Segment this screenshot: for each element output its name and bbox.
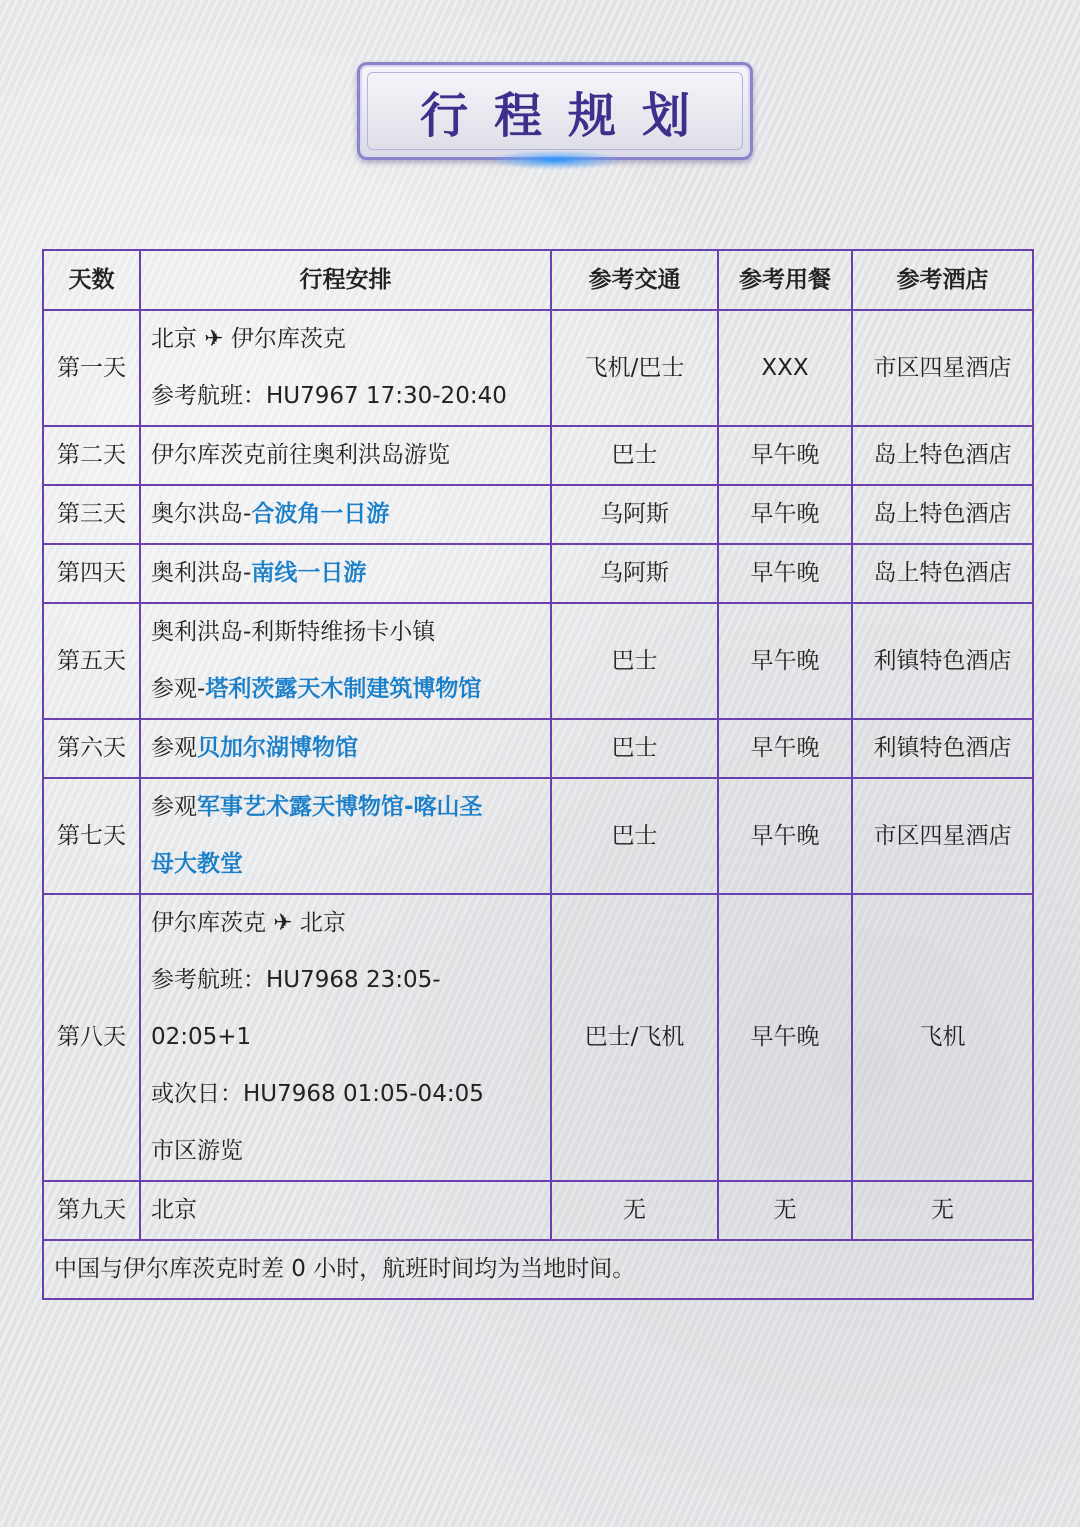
table-body [43, 310, 1033, 1240]
plan-cell [140, 719, 551, 778]
plan-text: 参观 [151, 735, 197, 761]
plan-text: 奥利洪岛- [151, 560, 252, 586]
meal-cell: 早午晚 [718, 485, 852, 544]
day-cell: 第一天 [43, 310, 140, 426]
transport-cell: 巴士 [551, 719, 718, 778]
table-row [43, 778, 1033, 894]
transport-cell: 乌阿斯 [551, 544, 718, 603]
note-row [43, 1240, 1033, 1299]
plan-cell [140, 426, 551, 485]
transport-cell: 无 [551, 1181, 718, 1240]
plan-line [151, 895, 540, 952]
transport-cell: 乌阿斯 [551, 485, 718, 544]
plan-text: 奥尔洪岛- [151, 501, 252, 527]
transport-cell: 巴士 [551, 603, 718, 719]
plan-text: 或次日：HU7968 01:05-04:05 [151, 1081, 484, 1107]
plan-line [151, 1182, 540, 1239]
plan-highlight: 母大教堂 [151, 851, 243, 877]
plan-cell [140, 310, 551, 426]
plan-cell [140, 544, 551, 603]
plan-text: 参观 [151, 794, 197, 820]
day-cell: 第九天 [43, 1181, 140, 1240]
plan-line [151, 368, 540, 425]
plan-highlight: 南线一日游 [251, 560, 367, 586]
plan-cell [140, 485, 551, 544]
plan-text: 奥利洪岛-利斯特维扬卡小镇 [151, 619, 436, 645]
meal-cell: 早午晚 [718, 603, 852, 719]
plan-line [151, 545, 540, 602]
table-row [43, 719, 1033, 778]
table-row [43, 1181, 1033, 1240]
title-banner [357, 62, 753, 174]
transport-cell: 巴士 [551, 778, 718, 894]
header-hotel: 参考酒店 [852, 250, 1033, 310]
day-cell: 第五天 [43, 603, 140, 719]
plan-line [151, 661, 540, 718]
day-cell: 第六天 [43, 719, 140, 778]
header-transport: 参考交通 [551, 250, 718, 310]
plan-line [151, 427, 540, 484]
plan-text: 北京 [151, 1197, 197, 1223]
plan-text: 市区游览 [151, 1138, 243, 1164]
plan-text: 伊尔库茨克前往奥利洪岛游览 [151, 442, 450, 468]
plan-text: 参考航班：HU7968 23:05-02:05+1 [151, 967, 441, 1050]
plan-line [151, 1066, 540, 1123]
table-row [43, 544, 1033, 603]
header-plan: 行程安排 [140, 250, 551, 310]
plan-cell [140, 603, 551, 719]
plan-line [151, 952, 540, 1066]
hotel-cell: 岛上特色酒店 [852, 485, 1033, 544]
transport-cell: 巴士/飞机 [551, 894, 718, 1181]
hotel-cell: 岛上特色酒店 [852, 426, 1033, 485]
table-row [43, 485, 1033, 544]
plan-line [151, 836, 540, 893]
day-cell: 第四天 [43, 544, 140, 603]
plan-highlight: 合波角一日游 [251, 501, 390, 527]
plan-text: 伊尔库茨克 ✈ 北京 [151, 910, 346, 936]
hotel-cell: 无 [852, 1181, 1033, 1240]
transport-cell: 飞机/巴士 [551, 310, 718, 426]
plan-text: 参观- [151, 676, 206, 702]
table-row [43, 310, 1033, 426]
day-cell: 第三天 [43, 485, 140, 544]
hotel-cell: 市区四星酒店 [852, 310, 1033, 426]
table-header-row [43, 250, 1033, 310]
plan-line [151, 604, 540, 661]
meal-cell: 早午晚 [718, 544, 852, 603]
plan-line [151, 720, 540, 777]
plan-cell [140, 894, 551, 1181]
day-cell: 第二天 [43, 426, 140, 485]
timezone-note: 中国与伊尔库茨克时差 0 小时，航班时间均为当地时间。 [43, 1240, 1033, 1299]
plan-highlight: 贝加尔湖博物馆 [197, 735, 358, 761]
meal-cell: 无 [718, 1181, 852, 1240]
plan-line [151, 486, 540, 543]
meal-cell: XXX [718, 310, 852, 426]
table-row [43, 603, 1033, 719]
page-title: 行程规划 [419, 87, 716, 144]
day-cell: 第八天 [43, 894, 140, 1181]
hotel-cell: 飞机 [852, 894, 1033, 1181]
plan-highlight: 塔利茨露天木制建筑博物馆 [205, 676, 482, 702]
plan-line [151, 779, 540, 836]
header-day: 天数 [43, 250, 140, 310]
plan-cell [140, 1181, 551, 1240]
plan-text: 北京 ✈ 伊尔库茨克 [151, 326, 346, 352]
hotel-cell: 利镇特色酒店 [852, 603, 1033, 719]
title-box [357, 62, 753, 160]
itinerary-table [42, 249, 1034, 1300]
plan-text: 参考航班：HU7967 17:30-20:40 [151, 383, 507, 409]
hotel-cell: 利镇特色酒店 [852, 719, 1033, 778]
table-row [43, 894, 1033, 1181]
plan-line [151, 1123, 540, 1180]
hotel-cell: 市区四星酒店 [852, 778, 1033, 894]
meal-cell: 早午晚 [718, 778, 852, 894]
plan-line [151, 311, 540, 368]
hotel-cell: 岛上特色酒店 [852, 544, 1033, 603]
table-row [43, 426, 1033, 485]
transport-cell: 巴士 [551, 426, 718, 485]
plan-cell [140, 778, 551, 894]
title-glow [487, 150, 623, 170]
meal-cell: 早午晚 [718, 894, 852, 1181]
day-cell: 第七天 [43, 778, 140, 894]
plan-highlight: 军事艺术露天博物馆-喀山圣 [197, 794, 483, 820]
header-meal: 参考用餐 [718, 250, 852, 310]
meal-cell: 早午晚 [718, 426, 852, 485]
meal-cell: 早午晚 [718, 719, 852, 778]
